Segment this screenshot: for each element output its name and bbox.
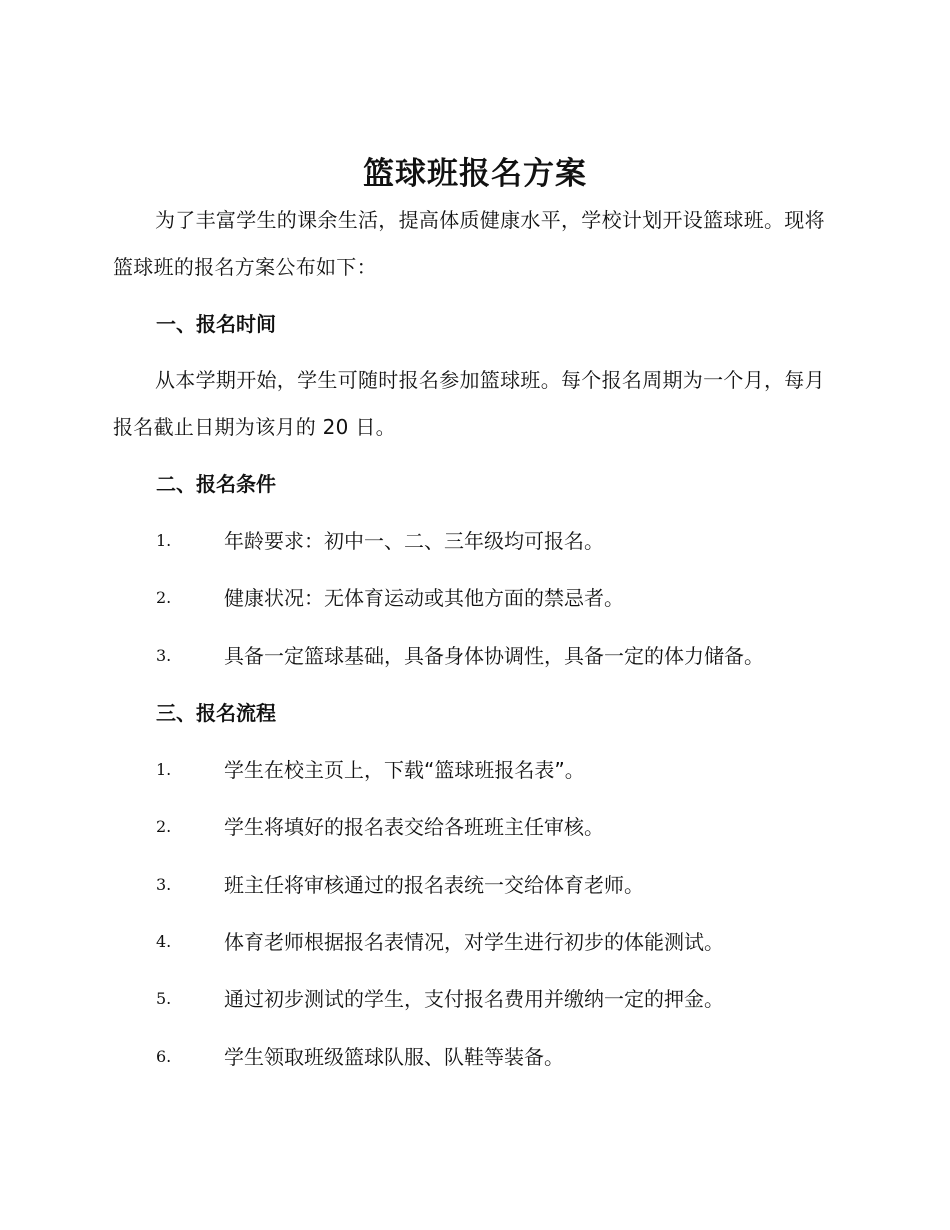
- document-title: 篮球班报名方案: [363, 156, 587, 192]
- list-item-number: 3.: [156, 646, 172, 665]
- list-item-text: 具备一定篮球基础，具备身体协调性，具备一定的体力储备。: [224, 644, 764, 668]
- list-item-text: 健康状况：无体育运动或其他方面的禁忌者。: [224, 586, 624, 610]
- section-heading-registration-time: 一、报名时间: [156, 312, 276, 336]
- list-item-number: 5.: [156, 989, 172, 1008]
- section-heading-registration-conditions: 二、报名条件: [156, 472, 276, 496]
- list-item: [156, 583, 856, 613]
- list-item-text: 学生将填好的报名表交给各班班主任审核。: [224, 815, 604, 839]
- list-item-number: 3.: [156, 875, 172, 894]
- list-item-text: 班主任将审核通过的报名表统一交给体育老师。: [224, 873, 644, 897]
- list-item: [156, 526, 856, 556]
- list-item: [156, 927, 856, 957]
- list-item-number: 6.: [156, 1047, 172, 1066]
- list-item-text: 年龄要求：初中一、二、三年级均可报名。: [224, 529, 604, 553]
- list-item-number: 1.: [156, 760, 172, 779]
- list-item: [156, 984, 856, 1014]
- list-item-text: 学生领取班级篮球队服、队鞋等装备。: [224, 1045, 564, 1069]
- intro-paragraph: 为了丰富学生的课余生活，提高体质健康水平，学校计划开设篮球班。现将篮球班的报名方案公布如下：: [113, 208, 825, 279]
- list-item: [156, 812, 856, 842]
- list-item: [156, 870, 856, 900]
- list-item-number: 1.: [156, 531, 172, 550]
- list-item: [156, 641, 856, 671]
- list-item-text: 体育老师根据报名表情况，对学生进行初步的体能测试。: [224, 930, 724, 954]
- list-item-number: 2.: [156, 817, 172, 836]
- list-item: [156, 755, 856, 785]
- list-item-text: 通过初步测试的学生，支付报名费用并缴纳一定的押金。: [224, 987, 724, 1011]
- section-heading-registration-process: 三、报名流程: [156, 701, 276, 725]
- list-item-number: 4.: [156, 932, 172, 951]
- registration-time-paragraph: 从本学期开始，学生可随时报名参加篮球班。每个报名周期为一个月，每月报名截止日期为该月的 20 日。: [113, 368, 825, 439]
- list-item: [156, 1042, 856, 1072]
- list-item-text: 学生在校主页上，下载“篮球班报名表”。: [224, 758, 585, 782]
- list-item-number: 2.: [156, 588, 172, 607]
